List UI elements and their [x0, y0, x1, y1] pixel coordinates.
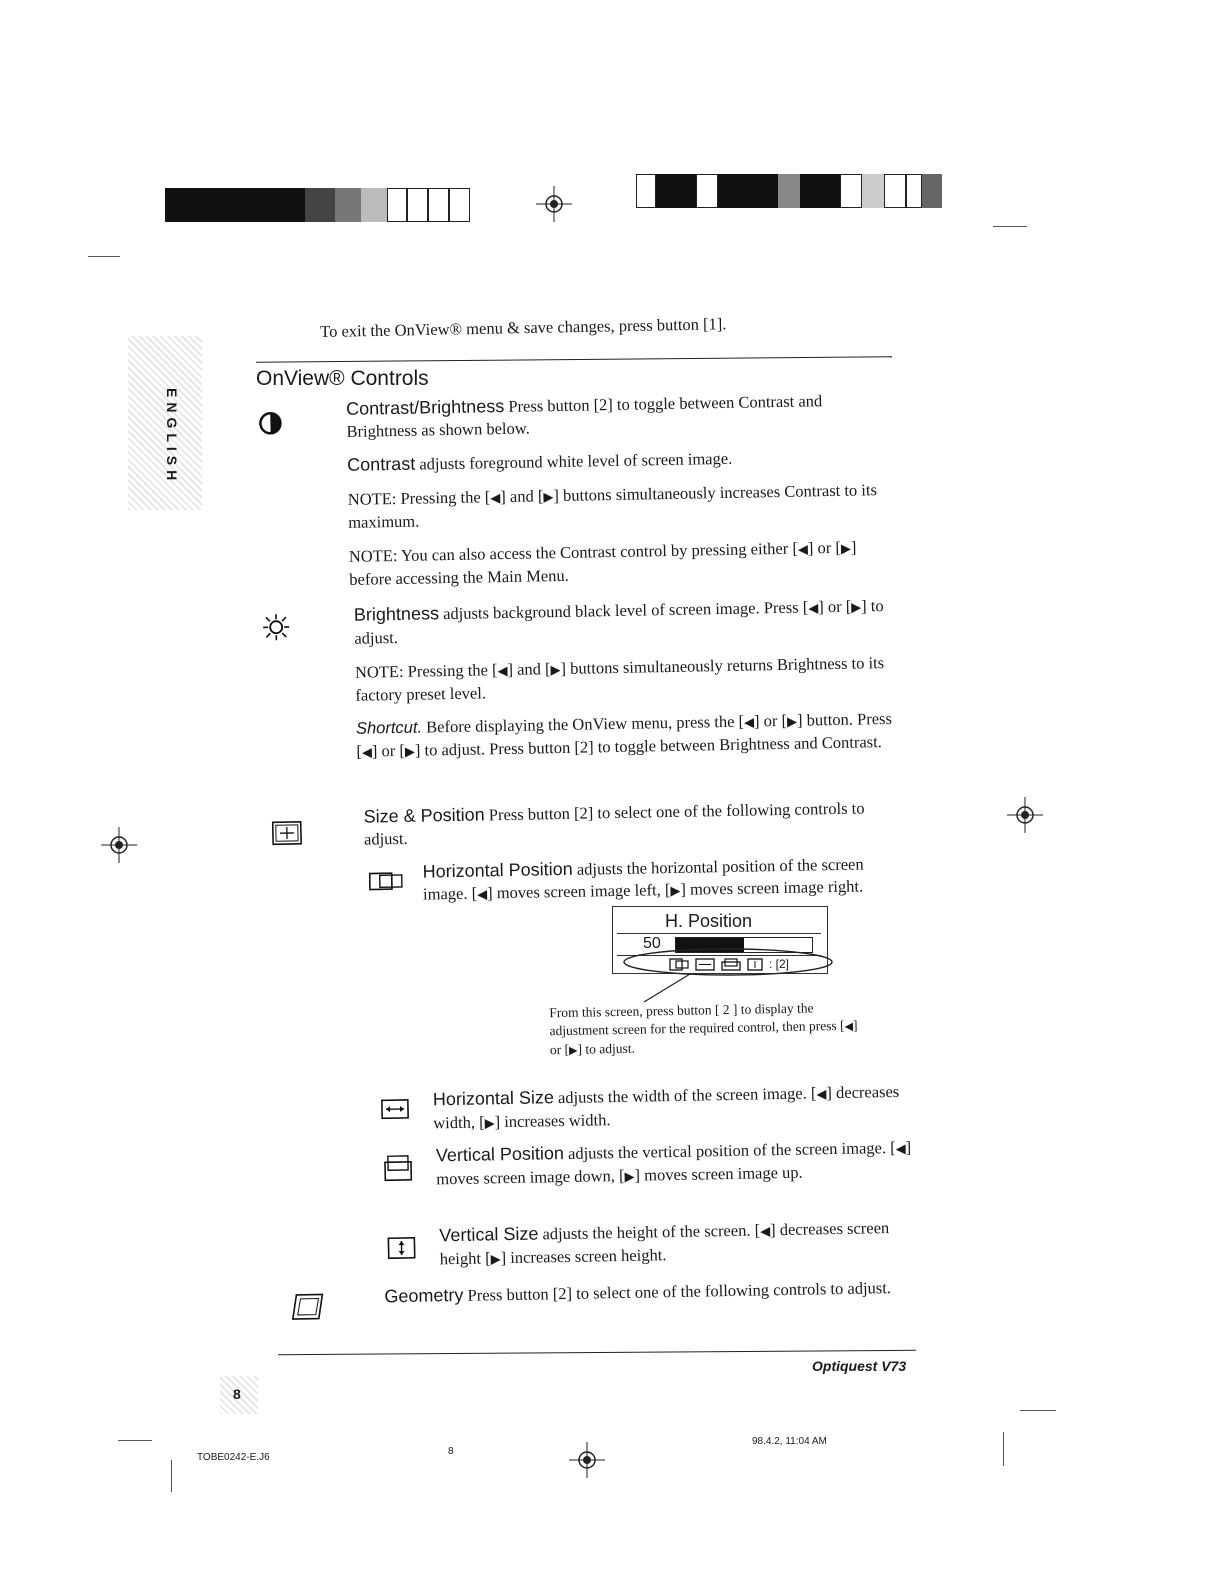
left-arrow-icon: ◀: [477, 886, 487, 901]
contrast-heading: Contrast: [347, 454, 415, 475]
osd-button-label: : [2]: [769, 957, 789, 971]
brightness-icon: [262, 613, 291, 642]
right-arrow-icon: ▶: [405, 744, 415, 759]
left-arrow-icon: ◀: [844, 1021, 853, 1033]
contrast-icon: [258, 411, 282, 435]
left-arrow-icon: ◀: [362, 744, 372, 759]
horizontal-position-heading: Horizontal Position: [422, 859, 572, 882]
note-contrast-max: NOTE: Pressing the [◀] and [▶] buttons simultaneously increases Contrast to its maximum.: [348, 479, 893, 534]
osd-callout: From this screen, press button [ 2 ] to display the adjustment screen for the required control, then press [◀] or [▶] to adjust.: [549, 998, 870, 1060]
right-arrow-icon: ▶: [491, 1251, 501, 1266]
horizontal-size-icon: [381, 1099, 409, 1120]
vertical-position-heading: Vertical Position: [436, 1143, 564, 1165]
horizontal-position-paragraph: Horizontal Position adjusts the horizontal position of the screen image. [◀] moves screen image left, [▶] moves screen image right.: [422, 852, 907, 907]
right-arrow-icon: ▶: [550, 662, 560, 677]
osd-highlight-oval: [616, 946, 836, 1006]
side-tab-label: ENGLISH: [164, 388, 180, 468]
vertical-size-heading: Vertical Size: [439, 1224, 538, 1246]
contrast-brightness-paragraph: [346, 388, 891, 443]
page-number: 8: [233, 1386, 241, 1402]
note-contrast-access: NOTE: You can also access the Contrast control by pressing either [◀] or [▶] before accessing the Main Menu.: [349, 536, 894, 591]
geometry-icon: [290, 1292, 325, 1321]
left-arrow-icon: ◀: [808, 600, 818, 615]
note-brightness-reset: NOTE: Pressing the [◀] and [▶] buttons simultaneously returns Brightness to its factory preset level.: [355, 652, 900, 707]
right-arrow-icon: ▶: [851, 599, 861, 614]
left-arrow-icon: ◀: [744, 714, 754, 729]
osd-value: 50: [643, 935, 661, 953]
size-position-icon: [272, 821, 302, 846]
horizontal-position-icon: [369, 871, 403, 892]
vertical-position-paragraph: Vertical Position adjusts the vertical position of the screen image. [◀] moves screen image down, [▶] moves screen image up.: [436, 1135, 923, 1191]
brightness-paragraph: Brightness adjusts background black level of screen image. Press [◀] or [▶] to adjust.: [354, 594, 899, 650]
right-arrow-icon: ▶: [670, 883, 680, 898]
brightness-heading: Brightness: [354, 603, 439, 625]
geometry-heading: Geometry: [384, 1285, 463, 1306]
shortcut-label: Shortcut.: [356, 719, 422, 738]
shortcut-paragraph: Shortcut. Before displaying the OnView menu, press the [◀] or [▶] button. Press [◀] or [▶] to adjust. Press button [2] to toggle between Brightness and Contrast.: [356, 708, 905, 764]
slug-file: TOBE0242-E.J6: [197, 1452, 270, 1463]
left-arrow-icon: ◀: [490, 490, 500, 505]
right-arrow-icon: ▶: [484, 1115, 494, 1130]
vertical-size-paragraph: Vertical Size adjusts the height of the screen. [◀] decreases screen height [▶] increases screen height.: [439, 1215, 926, 1271]
horizontal-size-paragraph: Horizontal Size adjusts the width of the screen image. [◀] decreases width, [▶] increases width.: [433, 1080, 914, 1136]
left-arrow-icon: ◀: [816, 1086, 826, 1101]
slug-page: 8: [448, 1446, 454, 1457]
exit-note: To exit the OnView® menu & save changes, press button [1].: [320, 314, 727, 342]
left-arrow-icon: ◀: [895, 1141, 905, 1156]
contrast-brightness-text: Press button [2] to toggle between Contrast and Brightness as shown below.: [346, 391, 822, 441]
contrast-text: adjusts foreground white level of screen image.: [419, 449, 732, 474]
footer-product-name: Optiquest V73: [812, 1358, 906, 1374]
geometry-paragraph: Geometry Press button [2] to select one of the following controls to adjust.: [384, 1275, 928, 1308]
left-arrow-icon: ◀: [497, 663, 507, 678]
right-arrow-icon: ▶: [543, 489, 553, 504]
right-arrow-icon: ▶: [624, 1169, 634, 1184]
section-title: OnView® Controls: [256, 367, 429, 391]
size-position-paragraph: Size & Position Press button [2] to select one of the following controls to adjust.: [363, 796, 904, 851]
left-arrow-icon: ◀: [760, 1223, 770, 1238]
slug-timestamp: 98.4.2, 11:04 AM: [752, 1436, 827, 1447]
osd-title: H. Position: [665, 911, 752, 932]
contrast-paragraph: [347, 444, 891, 477]
vertical-position-icon: [384, 1155, 412, 1182]
horizontal-size-heading: Horizontal Size: [433, 1087, 554, 1109]
size-position-heading: Size & Position: [363, 804, 484, 826]
left-arrow-icon: ◀: [798, 541, 808, 556]
contrast-brightness-heading: Contrast/Brightness: [346, 396, 504, 419]
vertical-size-icon: [387, 1237, 415, 1260]
right-arrow-icon: ▶: [787, 714, 797, 729]
right-arrow-icon: ▶: [569, 1045, 578, 1057]
right-arrow-icon: ▶: [841, 541, 851, 556]
